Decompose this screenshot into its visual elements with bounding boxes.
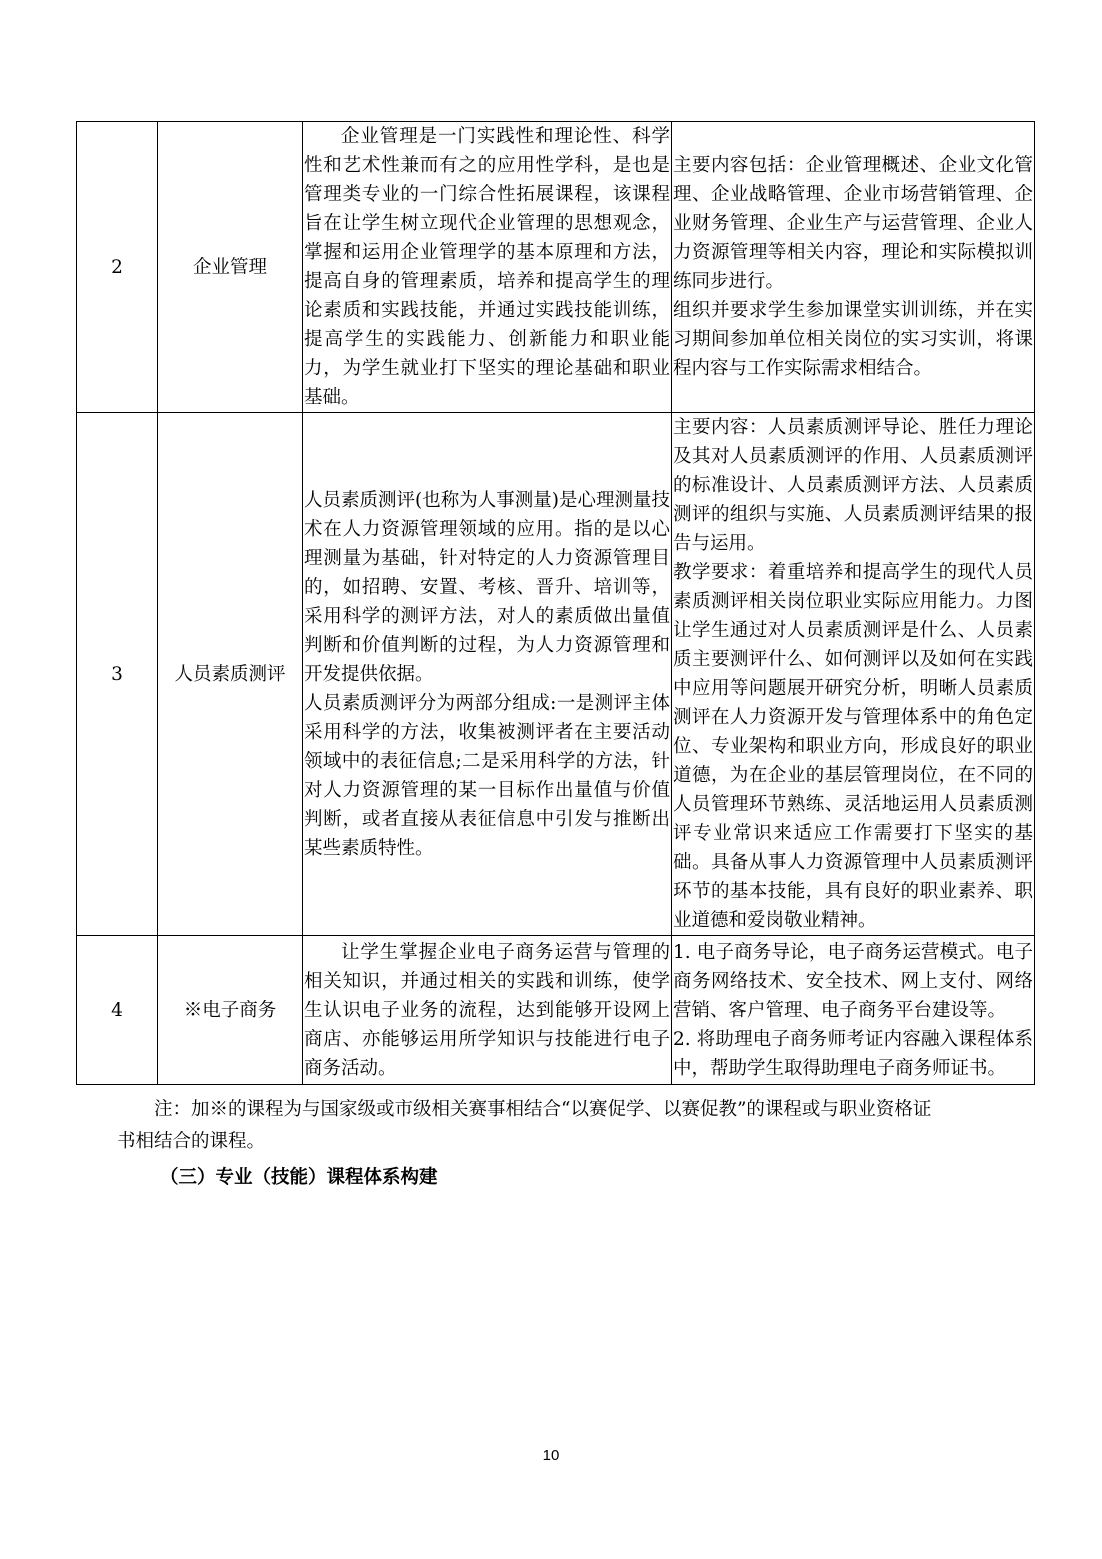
content-paragraph: 主要内容包括：企业管理概述、企业文化管理、企业战略管理、企业市场营销管理、企业财务管理、企业生产与运营管理、企业人力资源管理等相关内容，理论和实际模拟训练同步进行。 bbox=[673, 155, 1033, 292]
course-number: 3 bbox=[77, 413, 158, 936]
course-description bbox=[303, 122, 672, 413]
course-description bbox=[303, 413, 672, 936]
course-number: 4 bbox=[77, 936, 158, 1085]
table-row bbox=[77, 122, 1035, 413]
description-paragraph: 人员素质测评分为两部分组成:一是测评主体采用科学的方法，收集被测评者在主要活动领域中的表征信息;二是采用科学的方法，针对人力资源管理的某一目标作出量值与价值判断，或者直接从表征信息中引发与推断出某些素质特性。 bbox=[304, 692, 670, 859]
content-paragraph: 2. 将助理电子商务师考证内容融入课程体系中，帮助学生取得助理电子商务师证书。 bbox=[673, 1028, 1033, 1079]
course-number: 2 bbox=[77, 122, 158, 413]
course-content bbox=[672, 936, 1035, 1085]
table-row bbox=[77, 413, 1035, 936]
course-content bbox=[672, 122, 1035, 413]
footnote-line: 书相结合的课程。 bbox=[117, 1131, 266, 1152]
description-paragraph: 人员素质测评(也称为人事测量)是心理测量技术在人力资源管理领域的应用。指的是以心理测量为基础，针对特定的人力资源管理目的，如招聘、安置、考核、晋升、培训等，采用科学的测评方法，对人的素质做出量值判断和价值判断的过程，为人力资源管理和开发提供依据。 bbox=[304, 489, 670, 685]
course-table bbox=[76, 121, 1035, 1085]
table-row bbox=[77, 936, 1035, 1085]
content-paragraph: 教学要求：着重培养和提高学生的现代人员素质测评相关岗位职业实际应用能力。力图让学生通过对人员素质测评是什么、人员素质主要测评什么、如何测评以及如何在实践中应用等问题展开研究分析，明晰人员素质测评在人力资源开发与管理体系中的角色定位、专业架构和职业方向，形成良好的职业道德，为在企业的基层管理岗位，在不同的人员管理环节熟练、灵活地运用人员素质测评专业常识来适应工作需要打下坚实的基础。具备从事人力资源管理中人员素质测评环节的基本技能，具有良好的职业素养、职业道德和爱岗敬业精神。 bbox=[673, 562, 1033, 931]
description-paragraph: 让学生掌握企业电子商务运营与管理的相关知识，并通过相关的实践和训练，使学生认识电子业务的流程，达到能够开设网上商店、亦能够运用所学知识与技能进行电子商务活动。 bbox=[304, 941, 670, 1079]
section-heading: （三）专业（技能）课程体系构建 bbox=[160, 1167, 438, 1188]
content-paragraph: 主要内容：人员素质测评导论、胜任力理论及其对人员素质测评的作用、人员素质测评的标准设计、人员素质测评方法、人员素质测评的组织与实施、人员素质测评结果的报告与运用。 bbox=[673, 417, 1033, 554]
page-number: 10 bbox=[542, 1447, 560, 1464]
content-paragraph: 1. 电子商务导论，电子商务运营模式。电子商务网络技术、安全技术、网上支付、网络营销、客户管理、电子商务平台建设等。 bbox=[673, 941, 1033, 1021]
course-content bbox=[672, 413, 1035, 936]
course-description bbox=[303, 936, 672, 1085]
course-name: 人员素质测评 bbox=[158, 413, 303, 936]
footnote bbox=[117, 1094, 1017, 1158]
description-paragraph: 企业管理是一门实践性和理论性、科学性和艺术性兼而有之的应用性学科，是也是管理类专业的一门综合性拓展课程，该课程旨在让学生树立现代企业管理的思想观念，掌握和运用企业管理学的基本原理和方法，提高自身的管理素质，培养和提高学生的理论素质和实践技能，并通过实践技能训练，提高学生的实践能力、创新能力和职业能力，为学生就业打下坚实的理论基础和职业基础。 bbox=[304, 126, 670, 408]
course-name: ※电子商务 bbox=[158, 936, 303, 1085]
course-name: 企业管理 bbox=[158, 122, 303, 413]
footnote-line: 注：加※的课程为与国家级或市级相关赛事相结合“以赛促学、以赛促教”的课程或与职业资格证 bbox=[154, 1099, 932, 1120]
content-paragraph: 组织并要求学生参加课堂实训训练，并在实习期间参加单位相关岗位的实习实训，将课程内容与工作实际需求相结合。 bbox=[673, 300, 1033, 379]
